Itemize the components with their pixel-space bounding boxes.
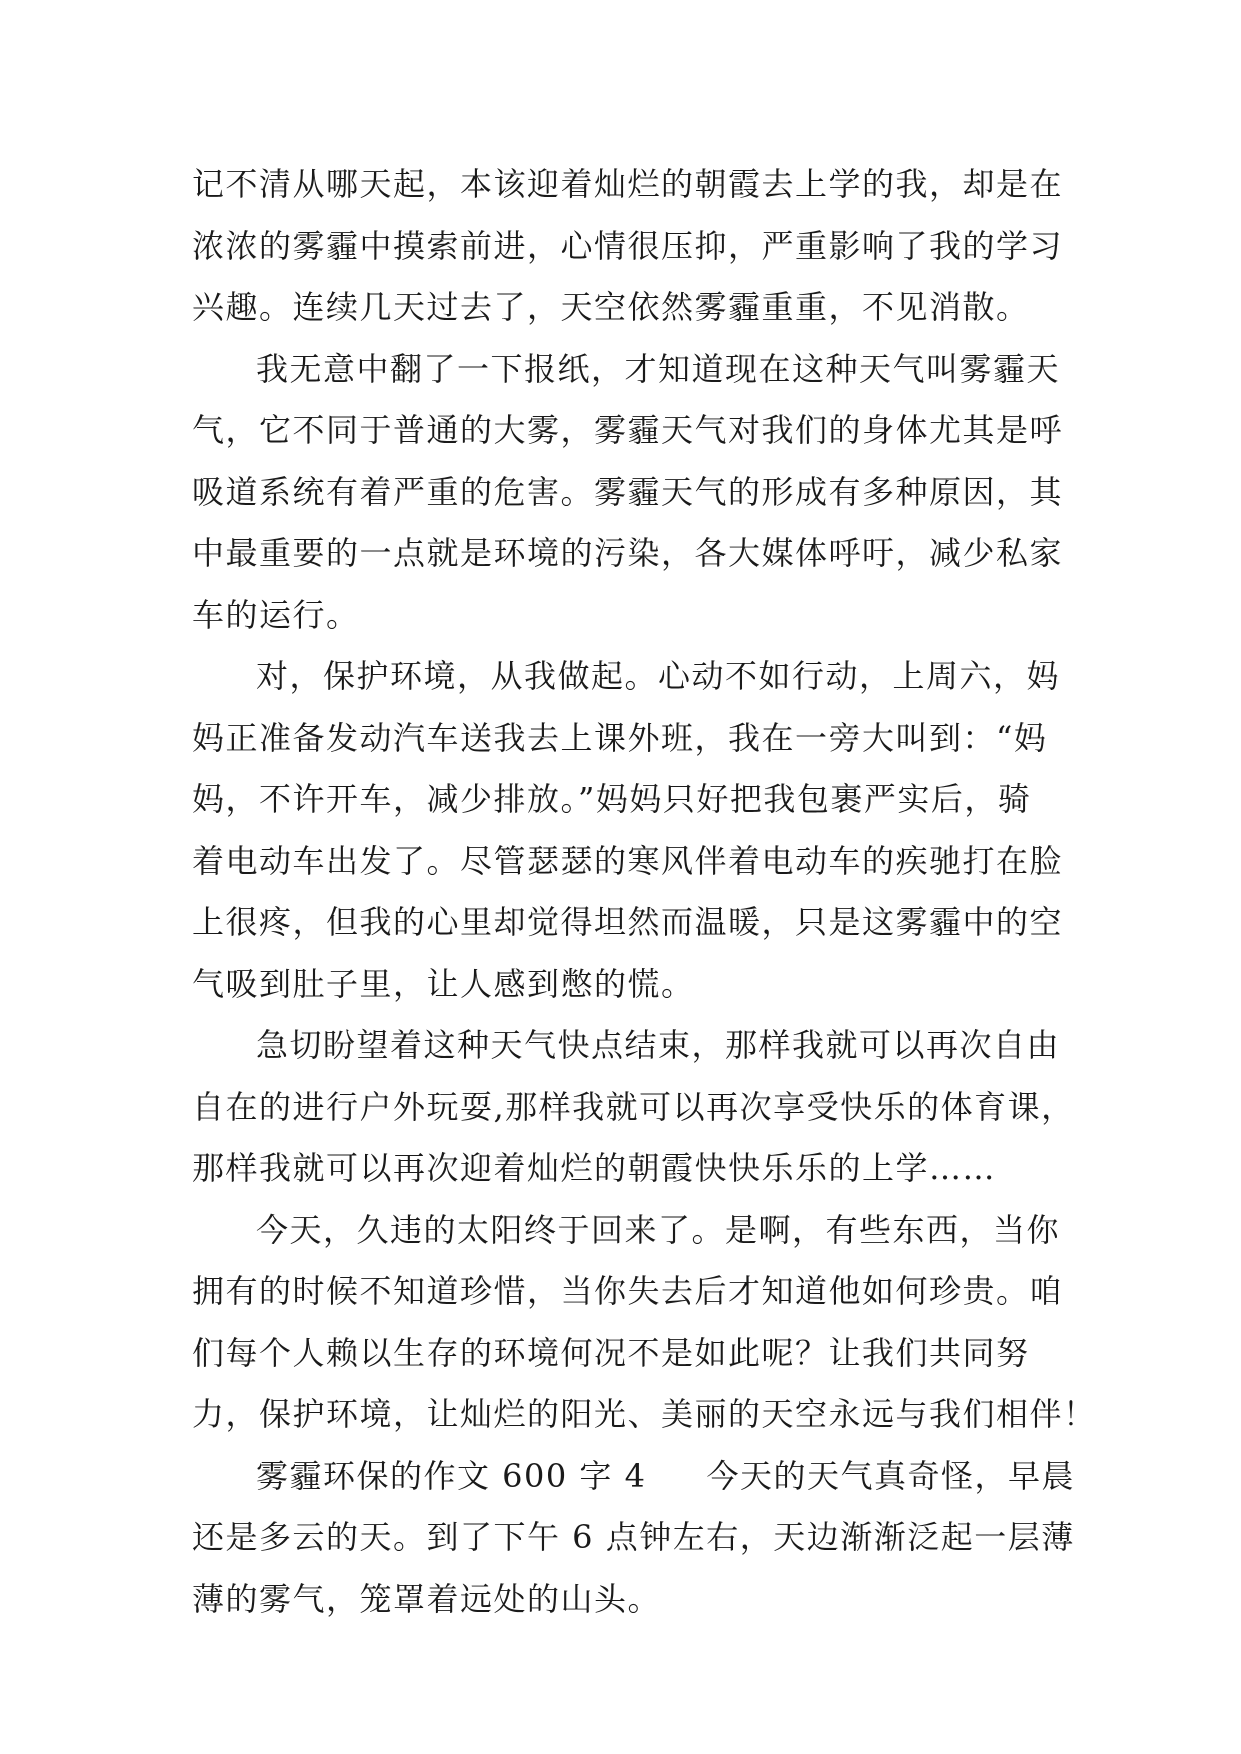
text-line-content: 吸道系统有着严重的危害。雾霾天气的形成有多种原因，其 <box>192 472 1064 511</box>
text-line <box>192 160 1063 208</box>
text-line <box>192 1575 661 1623</box>
text-line-content: 车的运行。 <box>192 595 360 634</box>
text-line <box>192 406 1063 454</box>
text-line-content: 气吸到肚子里，让人感到憋的慌。 <box>192 964 695 1003</box>
text-line <box>256 1021 1060 1069</box>
text-line-content: 记不清从哪天起，本该迎着灿烂的朝霞去上学的我，却是在 <box>192 165 1064 203</box>
text-line-content: 气，它不同于普通的大雾，雾霾天气对我们的身体尤其是呼 <box>192 411 1064 449</box>
text-line-content: 中最重要的一点就是环境的污染，各大媒体呼吁，减少私家 <box>192 534 1064 572</box>
text-line-content: 力，保护环境，让灿烂的阳光、美丽的天空永远与我们相伴！ <box>192 1395 1097 1433</box>
text-line-content: 薄的雾气，笼罩着远处的山头。 <box>192 1579 662 1618</box>
text-line <box>256 1206 1060 1254</box>
text-line <box>192 1329 1030 1377</box>
text-line-content: 浓浓的雾霾中摸索前进，心情很压抑，严重影响了我的学习 <box>192 226 1064 265</box>
text-line <box>192 1083 1075 1131</box>
text-line <box>192 1390 1097 1438</box>
text-line <box>192 1144 996 1192</box>
text-line-content: 自在的进行户外玩耍,那样我就可以再次享受快乐的体育课， <box>192 1087 1075 1126</box>
text-line <box>256 345 1060 393</box>
text-line <box>192 529 1063 577</box>
text-line <box>192 775 1031 823</box>
text-line <box>192 283 1030 331</box>
text-line-content: 那样我就可以再次迎着灿烂的朝霞快快乐乐的上学…… <box>192 1149 997 1187</box>
text-line-content: 们每个人赖以生存的环境何况不是如此呢？让我们共同努 <box>192 1333 1030 1372</box>
text-line <box>192 837 1063 885</box>
text-line-content: 上很疼，但我的心里却觉得坦然而温暖，只是这雾霾中的空 <box>192 903 1064 941</box>
text-line-content: 今天，久违的太阳终于回来了。是啊，有些东西，当你 <box>256 1210 1061 1249</box>
text-line <box>192 898 1063 946</box>
text-line-content: 急切盼望着这种天气快点结束，那样我就可以再次自由 <box>256 1026 1061 1064</box>
text-line <box>192 714 1047 762</box>
text-line-tail: 今天的天气真奇怪，早晨 <box>706 1456 1075 1495</box>
text-line-content: 拥有的时候不知道珍惜，当你失去后才知道他如何珍贵。咱 <box>192 1272 1064 1310</box>
text-line <box>192 960 695 1008</box>
text-line-content: 兴趣。连续几天过去了，天空依然雾霾重重，不见消散。 <box>192 288 1030 326</box>
text-line <box>192 1513 1075 1561</box>
text-line <box>192 591 360 639</box>
text-line <box>256 652 1060 700</box>
text-line-content: 雾霾环保的作文 600 字 4 <box>256 1456 647 1495</box>
text-line-content: 对，保护环境，从我做起。心动不如行动，上周六，妈 <box>256 657 1061 695</box>
text-line-content: 着电动车出发了。尽管瑟瑟的寒风伴着电动车的疾驰打在脸 <box>192 841 1064 880</box>
text-line <box>256 1452 1075 1500</box>
text-line-content: 妈，不许开车，减少排放。”妈妈只好把我包裹严实后，骑 <box>192 780 1032 818</box>
text-line-content: 还是多云的天。到了下午 6 点钟左右，天边渐渐泛起一层薄 <box>192 1518 1075 1556</box>
text-line-content: 妈正准备发动汽车送我去上课外班，我在一旁大叫到：“妈 <box>192 718 1048 757</box>
text-line <box>192 222 1063 270</box>
text-line <box>192 1267 1063 1315</box>
text-line <box>192 468 1063 516</box>
text-line-content: 我无意中翻了一下报纸，才知道现在这种天气叫雾霾天 <box>256 349 1061 388</box>
